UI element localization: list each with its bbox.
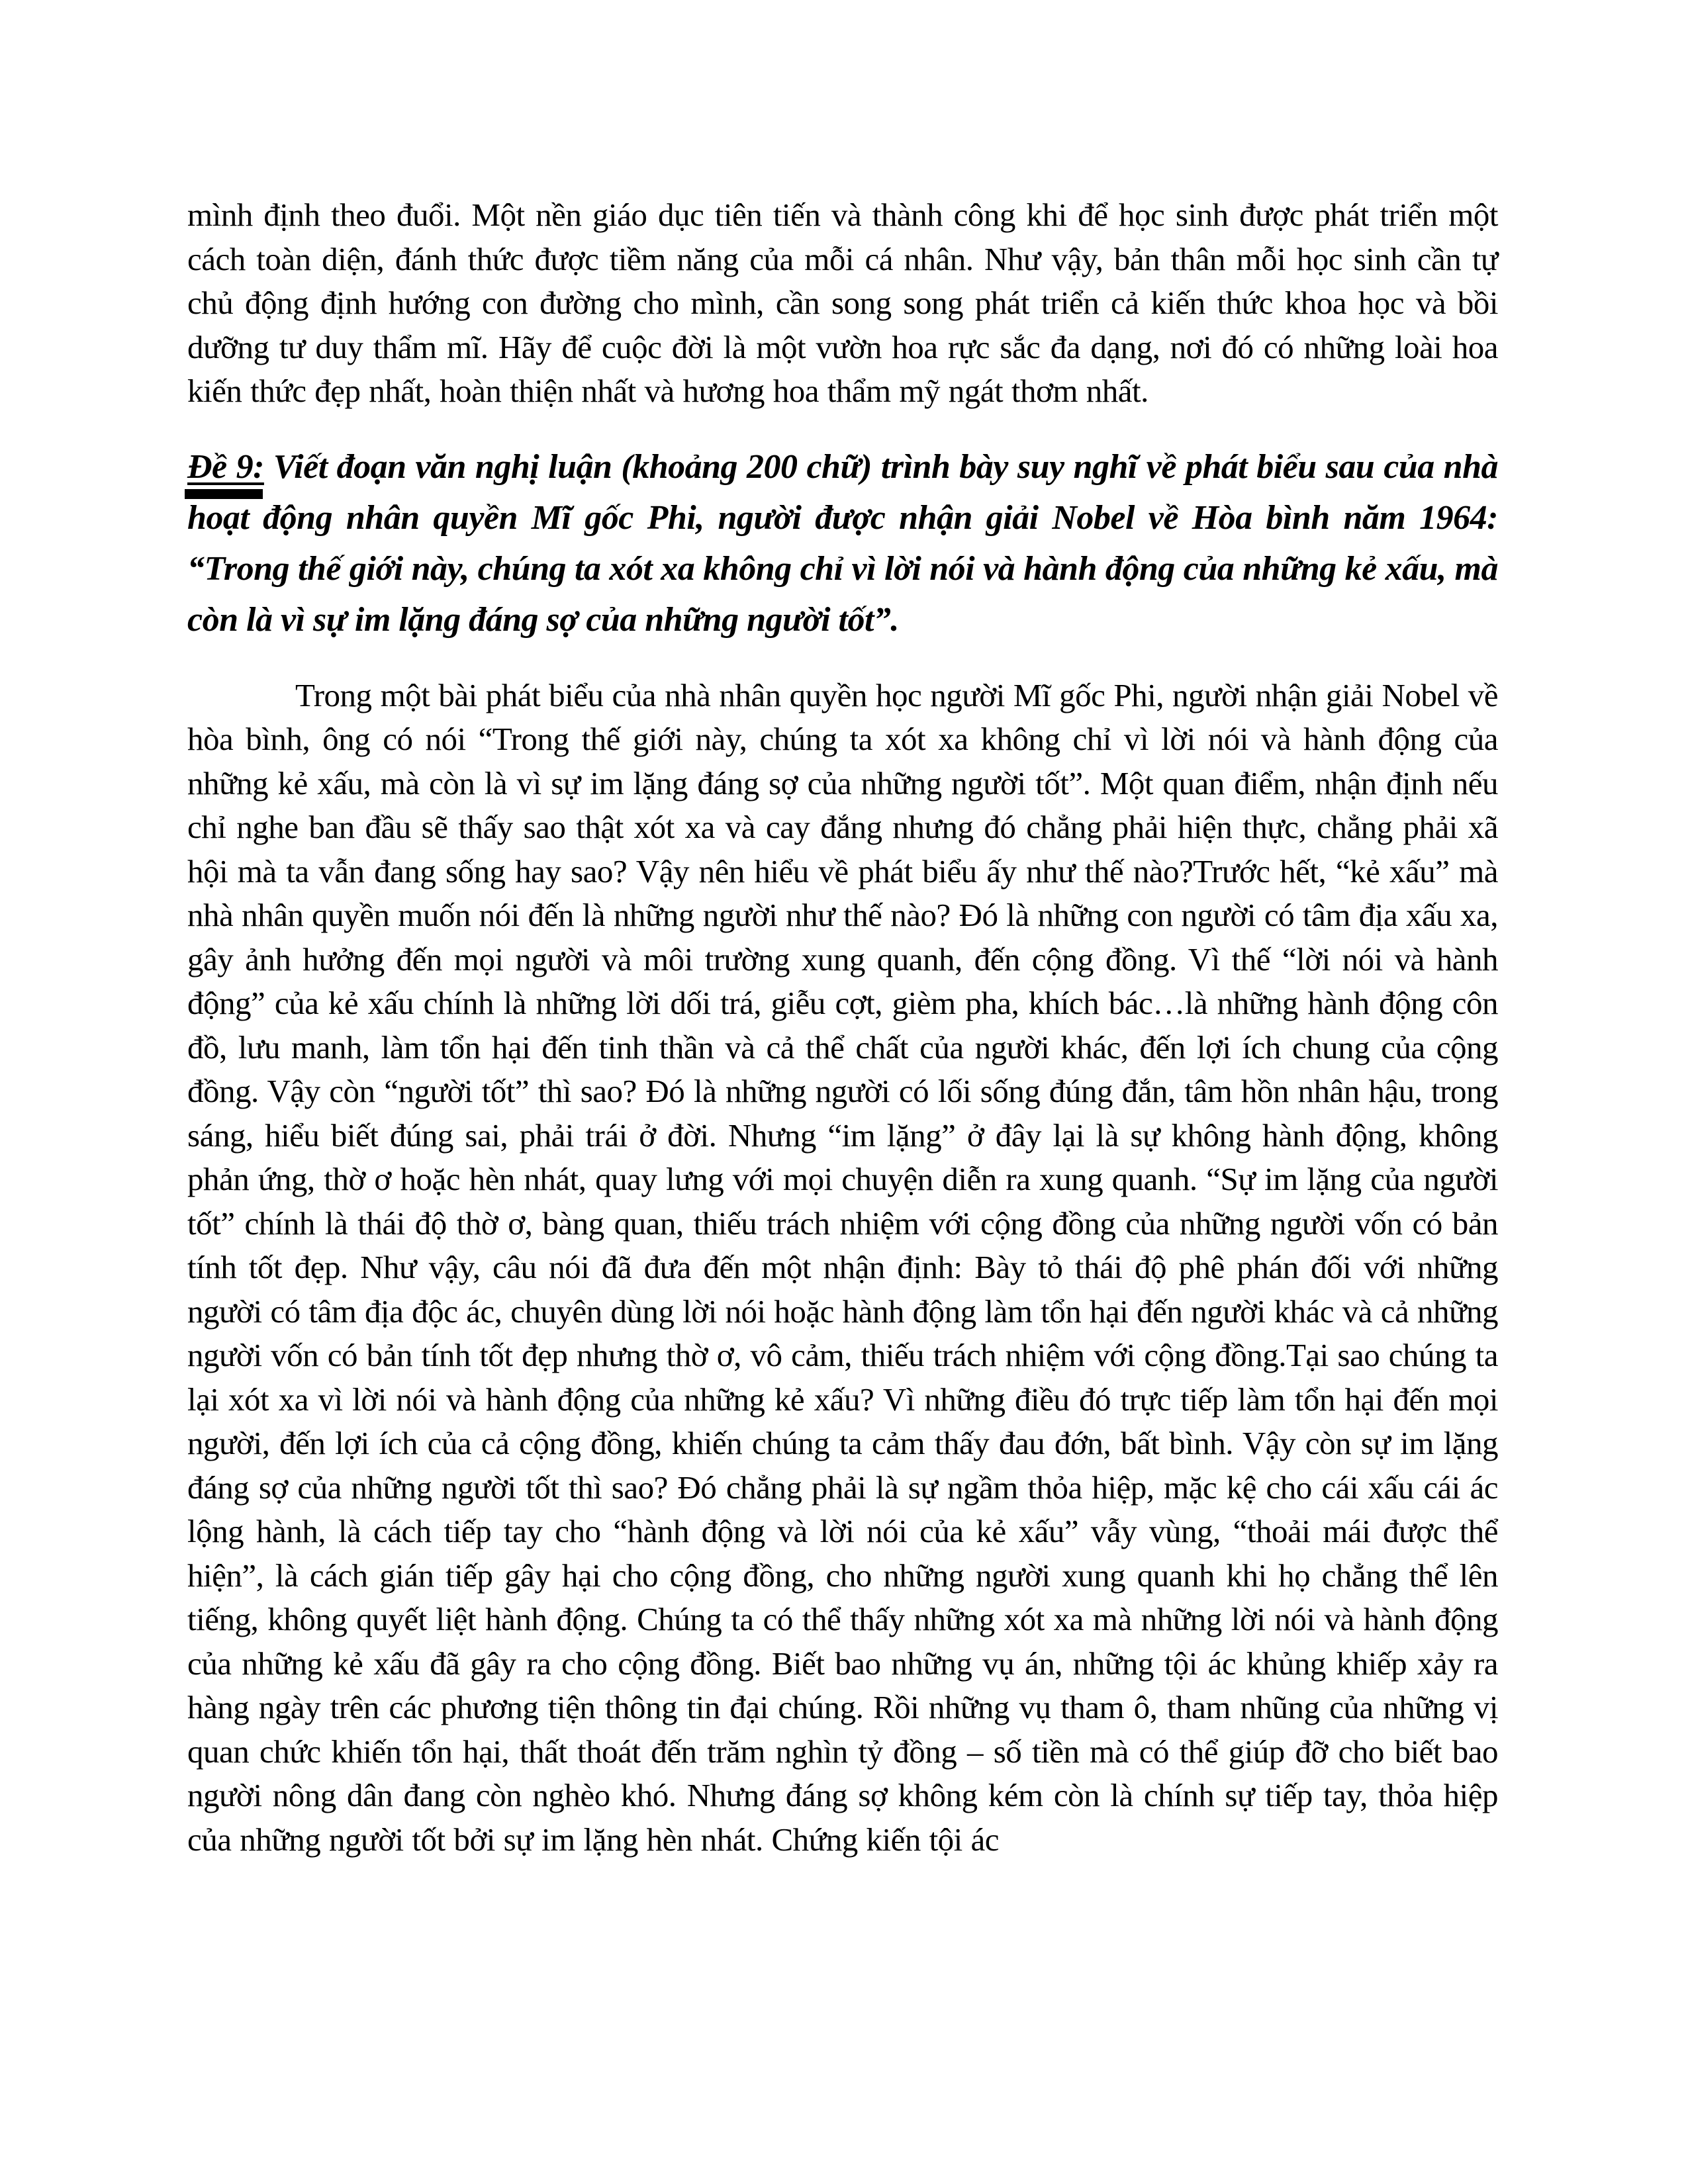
essay-paragraph: Trong một bài phát biểu của nhà nhân quyền học người Mĩ gốc Phi, người nhận giải Nobel về hòa bình, ông có nói “Trong thế giới này, chúng ta xót xa không chỉ vì lời nói và hành động của những kẻ xấu, mà còn là vì sự im lặng đáng sợ của những người tốt”. Một quan điểm, nhận định nếu chỉ nghe ban đầu sẽ thấy sao thật xót xa và cay đắng nhưng đó chẳng phải hiện thực, chẳng phải xã hội mà ta vẫn đang sống hay sao? Vậy nên hiểu về phát biểu ấy như thế nào?Trước hết, “kẻ xấu” mà nhà nhân quyền muốn nói đến là những người như thế nào? Đó là những con người có tâm địa xấu xa, gây ảnh hưởng đến mọi người và môi trường xung quanh, đến cộng đồng. Vì thế “lời nói và hành động” của kẻ xấu chính là những lời dối trá, giễu cợt, gièm pha, khích bác…là những hành động côn đồ, lưu manh, làm tổn hại đến tinh thần và cả thể chất của người khác, đến lợi ích chung của cộng đồng. Vậy còn “người tốt” thì sao? Đó là những người có lối sống đúng đắn, tâm hồn nhân hậu, trong sáng, hiểu biết đúng sai, phải trái ở đời. Nhưng “im lặng” ở đây lại là sự không hành động, không phản ứng, thờ ơ hoặc hèn nhát, quay lưng với mọi chuyện diễn ra xung quanh. “Sự im lặng của người tốt” chính là thái độ thờ ơ, bàng quan, thiếu trách nhiệm với cộng đồng của những người vốn có bản tính tốt đẹp. Như vậy, câu nói đã đưa đến một nhận định: Bày tỏ thái độ phê phán đối với những người có tâm địa độc ác, chuyên dùng lời nói hoặc hành động làm tổn hại đến người khác và cả những người vốn có bản tính tốt đẹp nhưng thờ ơ, vô cảm, thiếu trách nhiệm với cộng đồng.Tại sao chúng ta lại xót xa vì lời nói và hành động của những kẻ xấu? Vì những điều đó trực tiếp làm tổn hại đến mọi người, đến lợi ích của cả cộng đồng, khiến chúng ta cảm thấy đau đớn, bất bình. Vậy còn sự im lặng đáng sợ của những người tốt thì sao? Đó chẳng phải là sự ngầm thỏa hiệp, mặc kệ cho cái xấu cái ác lộng hành, là cách tiếp tay cho “hành động và lời nói của kẻ xấu” vẫy vùng, “thoải mái được thể hiện”, là cách gián tiếp gây hại cho cộng đồng, cho những người xung quanh khi họ chẳng thể lên tiếng, không quyết liệt hành động. Chúng ta có thể thấy những xót xa mà những lời nói và hành động của những kẻ xấu đã gây ra cho cộng đồng. Biết bao những vụ án, những tội ác khủng khiếp xảy ra hàng ngày trên các phương tiện thông tin đại chúng. Rồi những vụ tham ô, tham nhũng của những vị quan chức khiến tổn hại, thất thoát đến trăm nghìn tỷ đồng – số tiền mà có thể giúp đỡ cho biết bao người nông dân đang còn nghèo khó. Nhưng đáng sợ không kém còn là chính sự tiếp tay, thỏa hiệp của những người tốt bởi sự im lặng hèn nhát. Chứng kiến tội ác	[187, 676, 1498, 1858]
continuation-paragraph: mình định theo đuổi. Một nền giáo dục tiên tiến và thành công khi để học sinh được phát triển một cách toàn diện, đánh thức được tiềm năng của mỗi cá nhân. Như vậy, bản thân mỗi học sinh cần tự chủ động định hướng con đường cho mình, cần song song phát triển cả kiến thức khoa học và bồi dưỡng tư duy thẩm mĩ. Hãy để cuộc đời là một vườn hoa rực sắc đa dạng, nơi đó có những loài hoa kiến thức đẹp nhất, hoàn thiện nhất và hương hoa thẩm mỹ ngát thơm nhất.	[187, 197, 1498, 409]
prompt-heading-text: Viết đoạn văn nghị luận (khoảng 200 chữ) trình bày suy nghĩ về phát biểu sau của nhà hoạt động nhân quyền Mĩ gốc Phi, người được nhận giải Nobel về Hòa bình năm 1964: “Trong thế giới này, chúng ta xót xa không chỉ vì lời nói và hành động của những kẻ xấu, mà còn là vì sự im lặng đáng sợ của những người tốt”.	[187, 447, 1498, 639]
prompt-number-label: Đề 9:	[187, 447, 264, 486]
prompt-heading	[187, 441, 1498, 645]
